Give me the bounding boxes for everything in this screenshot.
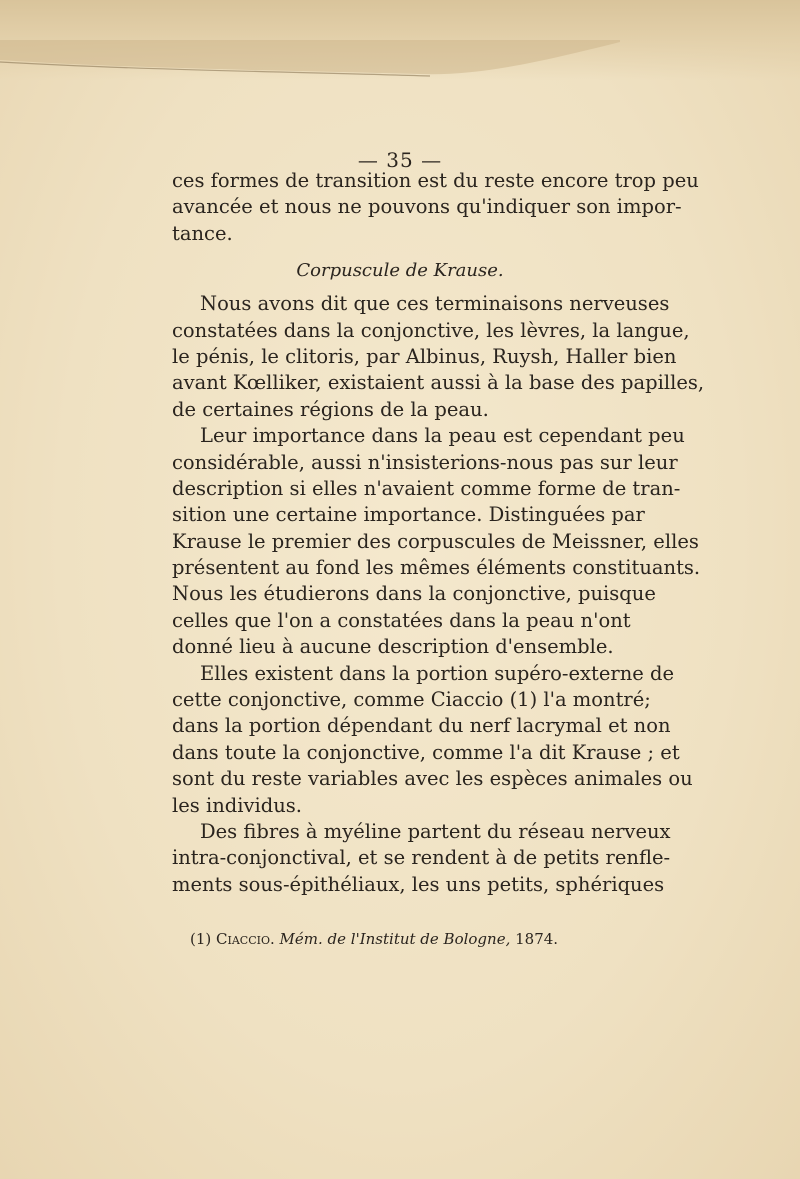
text-line: Elles existent dans la portion supéro-externe de [200,661,675,685]
text-line: sont du reste variables avec les espèces animales ou [172,767,693,791]
paragraph-1 [172,168,699,247]
footnote-year: 1874. [515,930,559,948]
text-line: donné lieu à aucune description d'ensemble. [172,635,614,659]
text-line: dans la portion dépendant du nerf lacrymal et non [172,714,671,738]
paragraph-3 [172,423,701,661]
text-line: de certaines régions de la peau. [172,397,489,421]
text-line: celles que l'on a constatées dans la peau n'ont [172,608,631,632]
text-line: Nous avons dit que ces terminaisons nerveuses [200,292,670,316]
footnote-title: Mém. de l'Institut de Bologne, [279,930,511,948]
paragraph-5 [172,819,671,898]
text-line: Leur importance dans la peau est cependant peu [200,424,685,448]
text-line: intra-conjonctival, et se rendent à de petits renfle- [172,846,671,870]
text-line: description si elles n'avaient comme forme de tran- [172,476,681,500]
text-line: ments sous-épithéliaux, les uns petits, sphériques [172,872,665,896]
text-line: le pénis, le clitoris, par Albinus, Ruysh, Haller bien [172,344,677,368]
text-line: présentent au fond les mêmes éléments constituants. [172,556,701,580]
footnote [190,930,558,948]
text-line: Nous les étudierons dans la conjonctive, puisque [172,582,656,606]
text-line: sition une certaine importance. Distinguées par [172,503,645,527]
footnote-author: Ciaccio. [216,930,275,948]
footnote-marker: (1) [190,930,212,948]
page-fold-shadow [0,40,800,80]
text-line: constatées dans la conjonctive, les lèvres, la langue, [172,318,690,342]
paragraph-2 [172,291,705,423]
text-line: les individus. [172,793,302,817]
body-text [172,168,705,898]
text-line: avant Kœlliker, existaient aussi à la base des papilles, [172,371,705,395]
section-title: Corpuscule de Krause. [296,260,504,282]
text-line: dans toute la conjonctive, comme l'a dit Krause ; et [172,740,680,764]
text-line: ces formes de transition est du reste encore trop peu [172,169,699,192]
text-line: Krause le premier des corpuscules de Meissner, elles [172,529,699,553]
text-line: Des fibres à myéline partent du réseau nerveux [200,819,671,843]
text-line: cette conjonctive, comme Ciaccio (1) l'a montré; [172,688,651,712]
text-line: considérable, aussi n'insisterions-nous pas sur leur [172,450,678,474]
paragraph-4 [172,661,693,819]
text-line: avancée et nous ne pouvons qu'indiquer son impor- [172,195,682,219]
page-number: — 35 — [357,148,443,172]
text-line: tance. [172,221,233,245]
